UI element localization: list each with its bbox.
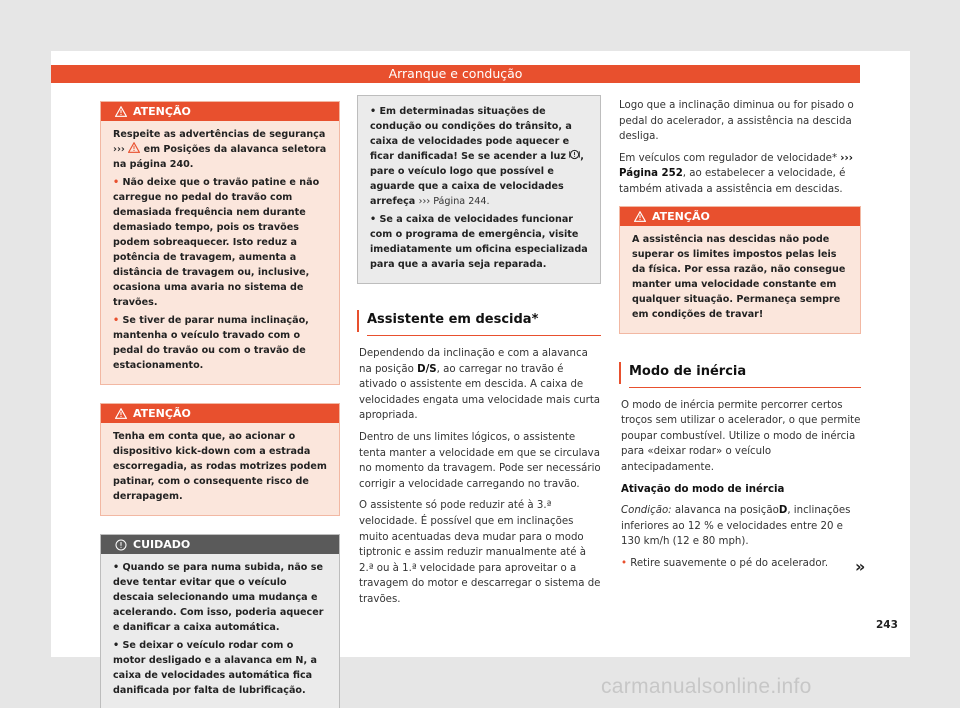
section-title-downhill-assist: Assistente em descida* xyxy=(357,310,601,332)
warning-box-2 xyxy=(100,403,340,516)
warning-triangle-icon xyxy=(115,408,127,419)
caution-box-title: CUIDADO xyxy=(133,538,191,551)
bullet-icon: • xyxy=(370,214,377,225)
warning-box-1-header xyxy=(101,102,339,121)
warning-box-1-bullet-2: • Se tiver de parar numa inclinação, mantenha o veículo travado com o pedal do travão ou com o travão de estacionamento. xyxy=(113,315,309,371)
warning-box-1-intro: Respeite as advertências de segurança ››› em Posições da alavanca seletora na página 240. xyxy=(113,129,327,170)
caution-box-continued-body xyxy=(358,96,600,283)
caution-box xyxy=(100,534,340,708)
warning-box-3-body: A assistência nas descidas não pode superar os limites impostos pelas leis da física. Por essa razão, não consegue manter uma velocidade constante em qualquer situação. Permaneça sempre em condições de travar! xyxy=(620,226,860,333)
page-number: 243 xyxy=(876,619,898,631)
caution-box-bullet-1: • Quando se para numa subida, não se deve tentar evitar que o veículo descaia selecionando uma mudança e acelerando. Com isso, poderia aquecer e danificar a caixa automática. xyxy=(113,562,324,633)
paragraph: Dependendo da inclinação e com a alavanca na posição D/S, ao carregar no travão é ativado o assistente em descida. A caixa de velocidades engata uma velocidade mais curta apropriada. xyxy=(359,348,601,422)
warning-box-1-title: ATENÇÃO xyxy=(133,105,191,118)
downhill-assist-text xyxy=(357,346,601,608)
warning-box-1 xyxy=(100,101,340,385)
column-1 xyxy=(100,101,340,708)
gearbox-warning-light-icon xyxy=(569,149,580,160)
warning-box-1-body xyxy=(101,121,339,384)
bullet-icon: • xyxy=(113,562,120,573)
bullet-icon: • xyxy=(113,640,120,651)
page-header: Arranque e condução xyxy=(51,65,860,83)
list-item: • Retire suavemente o pé do acelerador. xyxy=(621,557,829,569)
bullet-icon: • xyxy=(113,315,120,326)
caution-box-continued-bullet-1: • Em determinadas situações de condução ou condições do trânsito, a caixa de velocidades pode aquecer e ficar danificada! Se se acender a luz , pare o veículo logo que possível e aguarde que a caixa de velocidades arrefeça ››› Página 244. xyxy=(370,106,584,207)
paragraph: O assistente só pode reduzir até à 3.ª velocidade. É possível que em inclinações muito acentuadas deva mudar para o modo tiptronic e assim reduzir manualmente até à 2.ª ou à 1.ª velocidade para aproveitar o a travagem do motor e descarregar o sistema de travões. xyxy=(359,500,601,605)
bullet-icon: • xyxy=(621,557,628,569)
warning-box-2-body: Tenha em conta que, ao acionar o dispositivo kick-down com a estrada escorregadia, as rodas motrizes podem patinar, com o consequente risco de derrapagem. xyxy=(101,423,339,515)
caution-box-continued-bullet-2: • Se a caixa de velocidades funcionar com o programa de emergência, visite imediatamente um oficina especializada para que a avaria seja reparada. xyxy=(370,214,588,270)
warning-triangle-icon xyxy=(634,211,646,222)
subheading: Ativação do modo de inércia xyxy=(621,483,785,495)
watermark: carmanualsonline.info xyxy=(601,675,812,698)
column-3 xyxy=(619,98,861,578)
warning-box-3-title: ATENÇÃO xyxy=(652,209,710,223)
caution-box-continued xyxy=(357,95,601,284)
paragraph: Logo que a inclinação diminua ou for pisado o pedal do acelerador, a assistência na descida desliga. xyxy=(619,100,854,143)
page-reference-link[interactable]: ››› Página 252 xyxy=(619,152,853,180)
warning-triangle-icon xyxy=(115,106,127,117)
info-circle-icon xyxy=(115,539,127,551)
caution-box-header xyxy=(101,535,339,554)
paragraph: Em veículos com regulador de velocidade* ››› Página 252, ao estabelecer a velocidade, é também ativada a assistência em descidas. xyxy=(619,152,853,195)
paragraph: O modo de inércia permite percorrer certos troços sem utilizar o acelerador, o que permite poupar combustível. Utilize o modo de inércia para «deixar rodar» o veículo antecipadamente. xyxy=(621,399,861,473)
caution-box-body xyxy=(101,554,339,708)
bullet-icon: • xyxy=(113,177,120,188)
paragraph: Condição: alavanca na posiçãoD, inclinações inferiores ao 12 % e velocidades entre 20 e 130 km/h (12 e 80 mph). xyxy=(621,505,851,548)
section-title-coasting-mode: Modo de inércia xyxy=(619,362,861,384)
warning-box-3 xyxy=(619,206,861,334)
caution-box-bullet-2: • Se deixar o veículo rodar com o motor desligado e a alavanca em N, a caixa de velocidades automática fica danificada por falta de lubrificação. xyxy=(113,640,317,696)
downhill-assist-text-continued xyxy=(619,98,861,198)
page-reference-link[interactable]: ››› Página 244. xyxy=(418,196,490,207)
warning-triangle-icon xyxy=(128,142,140,153)
coasting-mode-text xyxy=(619,398,861,572)
warning-box-2-title: ATENÇÃO xyxy=(133,407,191,420)
paragraph: Dentro de uns limites lógicos, o assistente tenta manter a velocidade em que se circulava no momento da travagem. Pode ser necessário corrigir a velocidade carregando no travão. xyxy=(359,431,601,490)
warning-box-3-header xyxy=(620,207,860,226)
warning-box-1-bullet-1: • Não deixe que o travão patine e não carregue no pedal do travão com demasiada frequência nem durante demasiado tempo, pois os travões podem sobreaquecer. Isto reduz a potência de travagem, aumenta a distância de travagem ou, inclusive, ocasiona uma avaria no sistema de travões. xyxy=(113,177,320,308)
continue-mark: » xyxy=(855,557,866,576)
warning-box-2-header xyxy=(101,404,339,423)
column-2 xyxy=(357,95,601,614)
bullet-icon: • xyxy=(370,106,377,117)
